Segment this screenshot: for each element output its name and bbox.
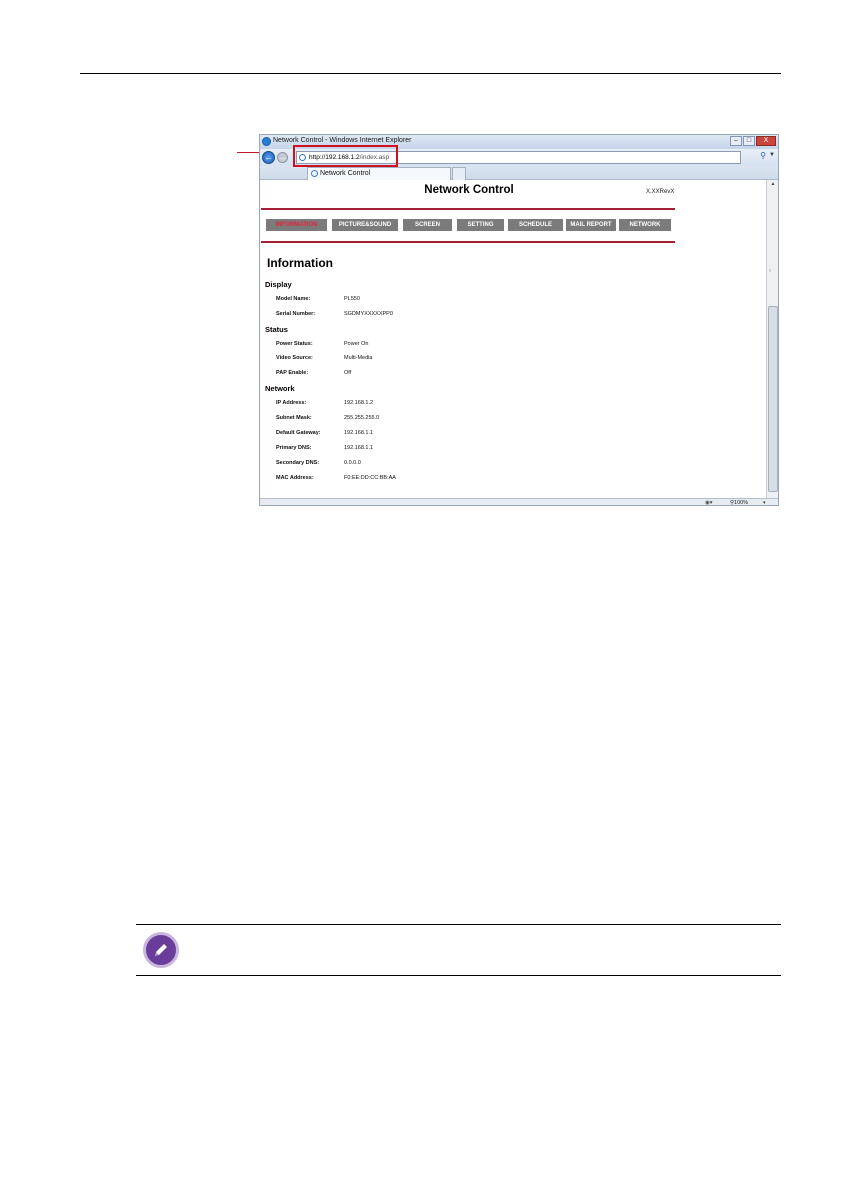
pap-enable-value: Off: [344, 370, 352, 376]
window-controls: [730, 136, 776, 146]
note-pencil-icon: [143, 932, 179, 968]
chevron-down-icon[interactable]: ▼: [769, 152, 775, 158]
serial-number-value: SGDMYXXXXXPP0: [344, 311, 393, 317]
scroll-grip-icon: ≡: [769, 268, 772, 273]
top-rule: [80, 73, 781, 74]
chevron-down-icon[interactable]: ▾: [763, 500, 766, 506]
browser-window: [259, 134, 779, 506]
address-host: http://192.168.1.2: [309, 154, 360, 161]
menu-schedule[interactable]: SCHEDULE: [508, 219, 563, 231]
ie-icon: [311, 170, 318, 177]
secondary-dns-label: Secondary DNS:: [276, 460, 320, 466]
note-rule-bottom: [136, 975, 781, 976]
window-title: Network Control - Windows Internet Explorer: [273, 137, 412, 144]
subnet-mask-value: 255.255.255.0: [344, 415, 380, 421]
model-name-value: PL550: [344, 296, 360, 302]
default-gateway-label: Default Gateway:: [276, 430, 321, 436]
default-gateway-value: 192.168.1.1: [344, 430, 374, 436]
ip-address-label: IP Address:: [276, 400, 307, 406]
serial-number-label: Serial Number:: [276, 311, 316, 317]
mac-address-label: MAC Address:: [276, 475, 314, 481]
divider-top: [261, 208, 675, 210]
address-path: /index.asp: [359, 154, 390, 161]
subnet-mask-label: Subnet Mask:: [276, 415, 312, 421]
status-bar: [260, 498, 778, 506]
mac-address-value: F0:EE:DD:CC:BB:AA: [344, 475, 396, 481]
primary-dns-label: Primary DNS:: [276, 445, 312, 451]
power-status-value: Power On: [344, 341, 369, 347]
status-heading: Status: [265, 325, 288, 334]
ip-address-value: 192.168.1.2: [344, 400, 374, 406]
vertical-scrollbar[interactable]: [766, 180, 779, 498]
url-highlight-box: [293, 145, 398, 167]
zoom-value: 100%: [734, 500, 749, 506]
menu-information[interactable]: INFORMATION: [266, 219, 327, 231]
close-button[interactable]: X: [756, 136, 776, 146]
model-name-label: Model Name:: [276, 296, 311, 302]
menu-screen[interactable]: SCREEN: [403, 219, 452, 231]
scrollbar-thumb[interactable]: [768, 306, 778, 492]
page-viewport: [260, 180, 766, 498]
tab-label: Network Control: [320, 170, 371, 177]
tab-network-control[interactable]: [307, 167, 451, 180]
video-source-label: Video Source:: [276, 355, 313, 361]
ie-icon: [262, 137, 271, 146]
primary-dns-value: 192.168.1.1: [344, 445, 374, 451]
minimize-button[interactable]: –: [730, 136, 742, 146]
pap-enable-label: PAP Enable:: [276, 370, 309, 376]
tab-bar: [260, 166, 778, 180]
network-heading: Network: [265, 384, 295, 393]
power-status-label: Power Status:: [276, 341, 313, 347]
video-source-value: Multi-Media: [344, 355, 373, 361]
zoom-level[interactable]: ⚲100%: [730, 500, 749, 506]
menu-setting[interactable]: SETTING: [457, 219, 504, 231]
menu-network[interactable]: NETWORK: [619, 219, 671, 231]
display-heading: Display: [265, 280, 292, 289]
maximize-button[interactable]: □: [743, 136, 755, 146]
security-zone-icon[interactable]: ◉▾: [705, 500, 713, 506]
page-title: Network Control: [424, 184, 514, 196]
divider-bottom: [261, 241, 675, 243]
menu-mail-report[interactable]: MAIL REPORT: [566, 219, 616, 231]
forward-arrow-icon[interactable]: →: [278, 153, 287, 162]
search-icon[interactable]: ⚲: [760, 151, 766, 160]
note-rule-top: [136, 924, 781, 925]
section-heading: Information: [267, 256, 333, 270]
menu-picture-sound[interactable]: PICTURE&SOUND: [332, 219, 398, 231]
back-arrow-icon[interactable]: ←: [264, 152, 273, 162]
secondary-dns-value: 0.0.0.0: [344, 460, 361, 466]
scroll-up-icon[interactable]: ▲: [770, 181, 776, 187]
new-tab-button[interactable]: [452, 167, 466, 180]
version-label: X.XXRevX: [646, 189, 675, 195]
